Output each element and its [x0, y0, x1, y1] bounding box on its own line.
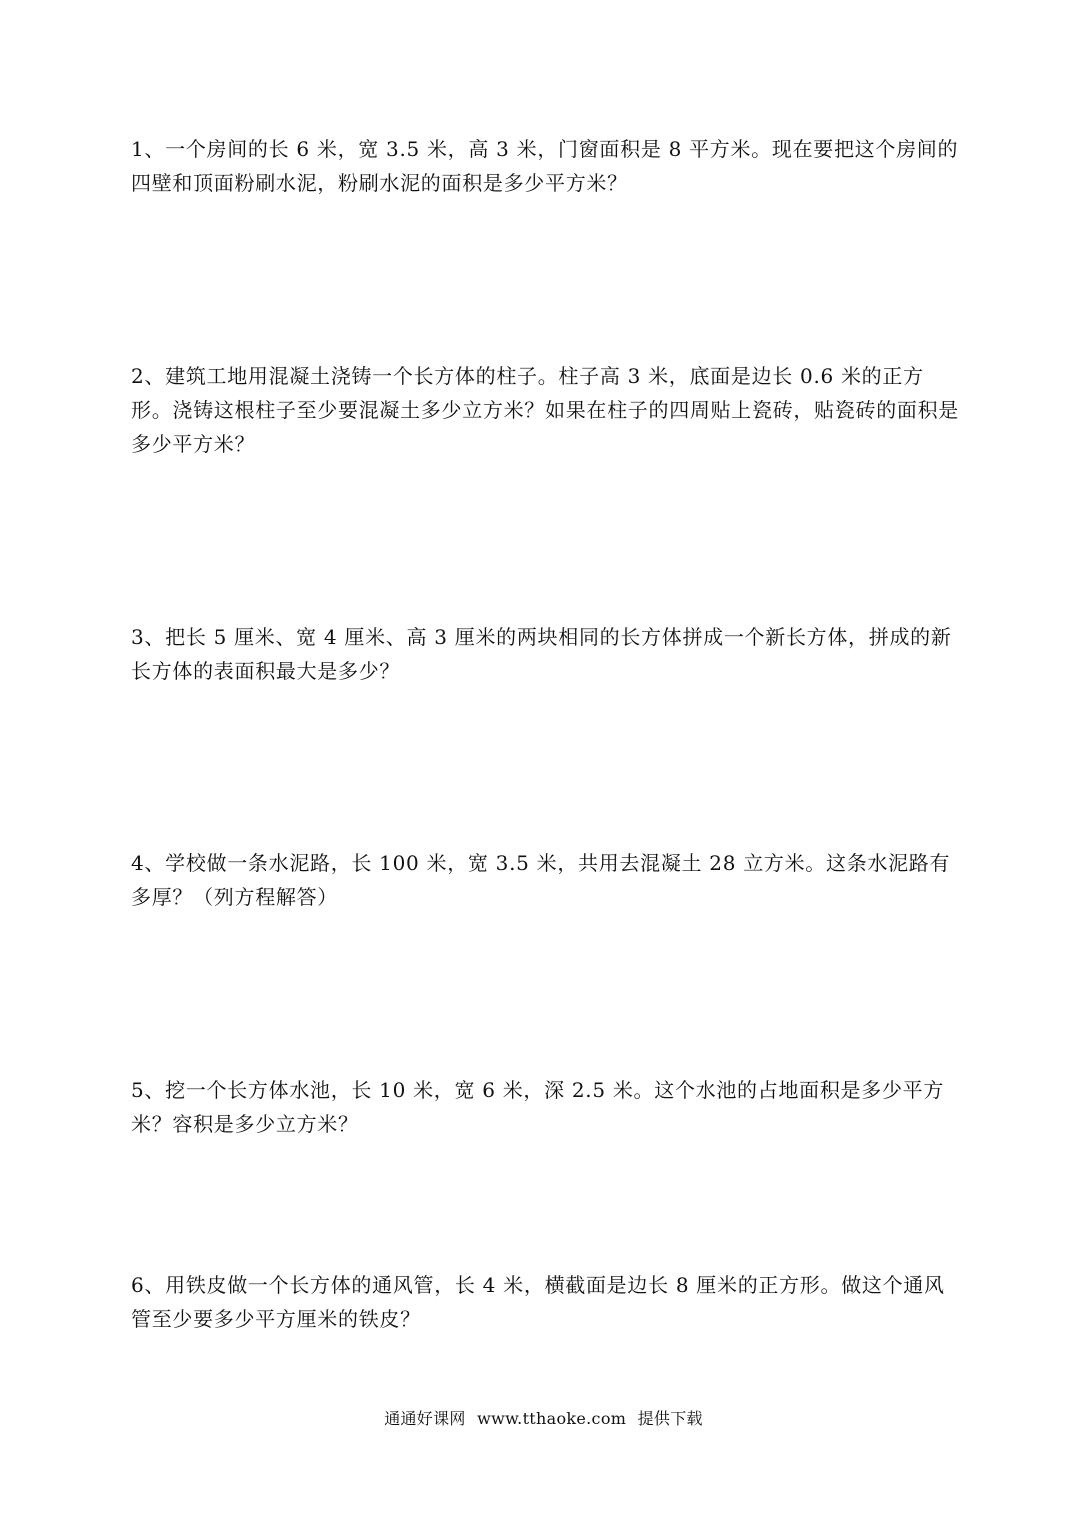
question-3: 3、把长 5 厘米、宽 4 厘米、高 3 厘米的两块相同的长方体拼成一个新长方体，拼成的新长方体的表面积最大是多少？ [131, 625, 952, 683]
footer-site-name: 通通好课网 [384, 1409, 466, 1428]
footer-url[interactable]: www.tthaoke.com [477, 1409, 627, 1428]
footer-suffix: 提供下载 [637, 1409, 703, 1428]
question-2: 2、建筑工地用混凝土浇铸一个长方体的柱子。柱子高 3 米，底面是边长 0.6 米的正方形。浇铸这根柱子至少要混凝土多少立方米？如果在柱子的四周贴上瓷砖，贴瓷砖的面积是多少平方米？ [131, 364, 959, 456]
footer [0, 1408, 1087, 1430]
question-4: 4、学校做一条水泥路，长 100 米，宽 3.5 米，共用去混凝土 28 立方米。这条水泥路有多厚？（列方程解答） [131, 851, 951, 909]
question-1: 1、一个房间的长 6 米，宽 3.5 米，高 3 米，门窗面积是 8 平方米。现在要把这个房间的四壁和顶面粉刷水泥，粉刷水泥的面积是多少平方米？ [131, 137, 959, 195]
question-6: 6、用铁皮做一个长方体的通风管，长 4 米，横截面是边长 8 厘米的正方形。做这个通风管至少要多少平方厘米的铁皮？ [131, 1273, 945, 1331]
question-5: 5、挖一个长方体水池，长 10 米，宽 6 米，深 2.5 米。这个水池的占地面积是多少平方米？容积是多少立方米？ [131, 1078, 945, 1136]
